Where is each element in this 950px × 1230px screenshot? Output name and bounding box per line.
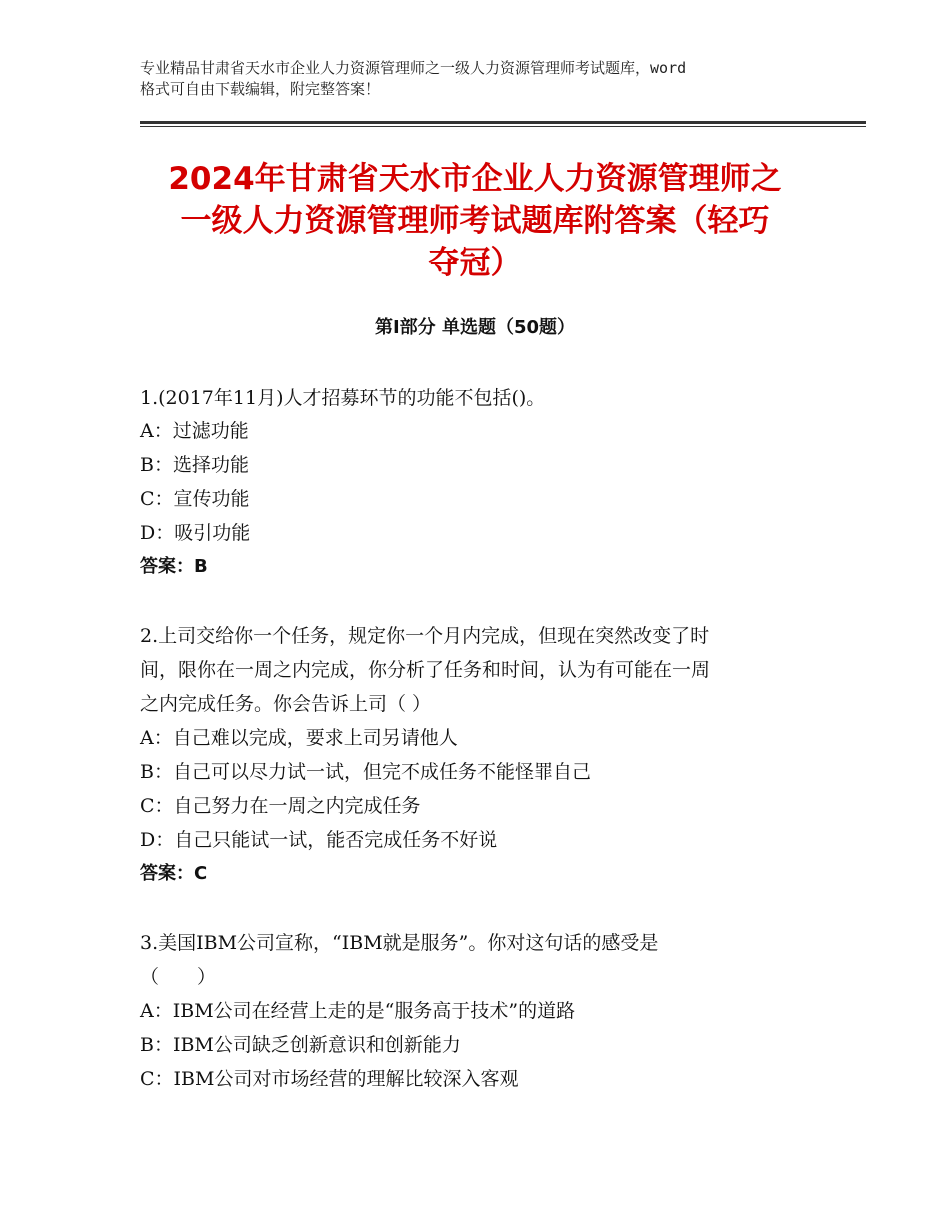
option-d: D：自己只能试一试，能否完成任务不好说 bbox=[140, 829, 498, 851]
section-heading: 第Ⅰ部分 单选题（50题） bbox=[374, 317, 575, 338]
option-c: C：自己努力在一周之内完成任务 bbox=[140, 795, 421, 817]
question-stem: 1.(2017年11月)人才招募环节的功能不包括()。 bbox=[140, 387, 546, 409]
answer: 答案：C bbox=[140, 863, 208, 884]
question-stem: 之内完成任务。你会告诉上司（ ） bbox=[140, 693, 432, 715]
header-divider-thin bbox=[140, 126, 866, 127]
option-b: B：自己可以尽力试一试，但完不成任务不能怪罪自己 bbox=[140, 761, 591, 783]
header-note-line: 格式可自由下载编辑，附完整答案！ bbox=[140, 80, 381, 98]
question-stem: 间，限你在一周之内完成，你分析了任务和时间，认为有可能在一周 bbox=[140, 659, 711, 681]
option-a: A：过滤功能 bbox=[140, 420, 249, 442]
title-line: 2024年甘肃省天水市企业人力资源管理师之 bbox=[168, 161, 782, 197]
option-a: A：IBM公司在经营上走的是“服务高于技术”的道路 bbox=[140, 1000, 576, 1022]
header-note-line: 专业精品甘肃省天水市企业人力资源管理师之一级人力资源管理师考试题库，word bbox=[140, 59, 687, 77]
option-d: D：吸引功能 bbox=[140, 522, 251, 544]
option-a: A：自己难以完成，要求上司另请他人 bbox=[140, 727, 458, 749]
option-c: C：宣传功能 bbox=[140, 488, 250, 510]
question-stem: 3.美国IBM公司宣称，“IBM就是服务”。你对这句话的感受是 bbox=[140, 932, 659, 954]
title-line: 夺冠） bbox=[428, 245, 522, 281]
document-title bbox=[140, 158, 810, 284]
header-note bbox=[140, 58, 840, 100]
answer: 答案：B bbox=[140, 556, 208, 577]
title-line: 一级人力资源管理师考试题库附答案（轻巧 bbox=[180, 203, 770, 239]
header-divider-thick bbox=[140, 121, 866, 124]
option-c: C：IBM公司对市场经营的理解比较深入客观 bbox=[140, 1068, 519, 1090]
question-stem: 2.上司交给你一个任务，规定你一个月内完成，但现在突然改变了时 bbox=[140, 625, 710, 647]
option-b: B：IBM公司缺乏创新意识和创新能力 bbox=[140, 1034, 461, 1056]
question-stem: （ ） bbox=[140, 966, 217, 988]
option-b: B：选择功能 bbox=[140, 454, 249, 476]
